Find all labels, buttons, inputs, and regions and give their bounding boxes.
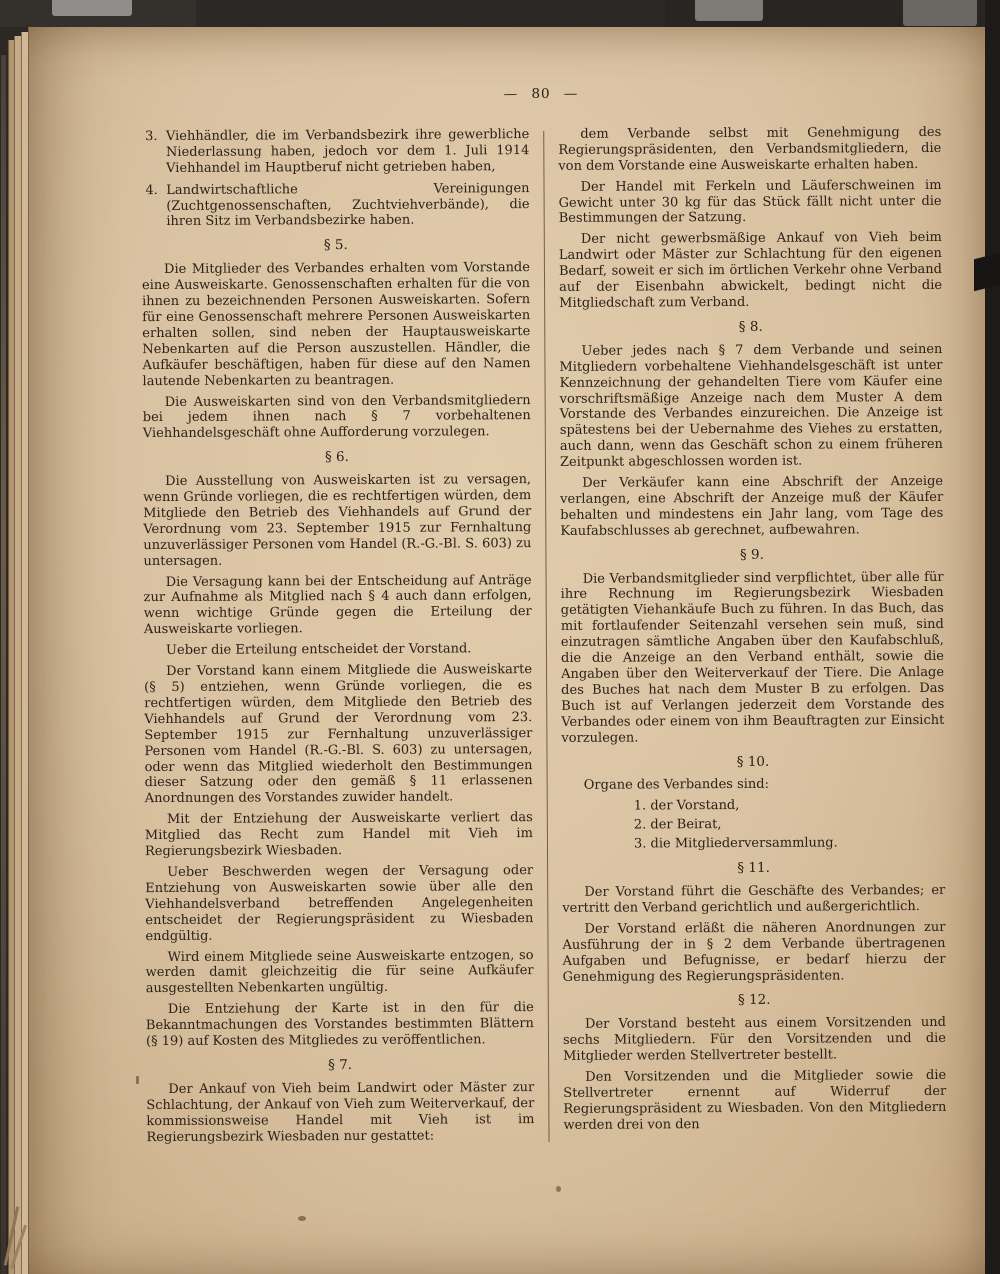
paragraph: Der Vorstand besteht aus einem Vorsitzenden und sechs Mitgliedern. Für den Vorsitzenden und die Mitglieder werden Stellvertreter bestellt. <box>562 1015 947 1065</box>
paper-stain <box>136 1076 139 1084</box>
paragraph: Der Vorstand kann einem Mitgliede die Ausweiskarte (§ 5) entziehen, wenn Gründe vorliegen, die es rechtfertigen würden, dem Mitgliede den Betrieb des Viehhandels auf Grund der Verordnung vom 23. September 1915 zur Fernhaltung unzuverlässiger Personen vom Handel (R.-G.-Bl. S. 603) zu untersagen, oder wenn das Mitglied wiederholt den Bestimmungen dieser Satzung oder den gemäß § 11 erlassenen Anordnungen des Vorstandes zuwider handelt. <box>144 662 533 807</box>
section-heading: § 12. <box>737 992 771 1009</box>
paragraph: Der Vorstand erläßt die näheren Anordnungen zur Ausführung der in § 2 dem Verbande übertragenen Aufgaben und Befugnisse, er bedarf hierzu der Genehmigung des Regierungspräsidenten. <box>562 919 946 985</box>
left-column <box>141 127 534 1151</box>
binding-clip-right-1 <box>695 0 763 21</box>
list-item-number: 3. <box>145 128 158 144</box>
page-number: — 80 — <box>503 85 579 103</box>
list-item <box>141 127 529 177</box>
right-column <box>558 125 946 1149</box>
paragraph: Die Ausstellung von Ausweiskarten ist zu versagen, wenn Gründe vorliegen, die es rechtfertigen würden, dem Mitgliede den Betrieb des Viehhandels auf Grund der Verordnung vom 23. September 1915 zur Fernhaltung unzuverlässiger Personen vom Handel (R.-G.-Bl. S. 603) zu untersagen. <box>143 472 532 569</box>
page-edge-notch <box>974 253 1000 291</box>
list-item <box>141 181 529 231</box>
binding-clip-right-2 <box>903 0 977 26</box>
paragraph: Ueber Beschwerden wegen der Versagung oder Entziehung von Ausweiskarten sowie über alle den Viehhandelsverband betreffenden Angelegenheiten entscheidet der Regierungspräsident zu Wiesbaden endgültig. <box>145 863 534 944</box>
list-item-number: 4. <box>145 182 158 198</box>
section-heading: § 7. <box>328 1056 353 1074</box>
two-column-layout <box>141 125 946 1151</box>
binding-clip-left <box>52 0 132 16</box>
section-heading: § 5. <box>323 237 348 254</box>
paragraph: Ueber jedes nach § 7 dem Verbande und seinen Mitgliedern vorbehaltene Viehhandelsgeschäft ist unter Kennzeichnung der gehandelten Tiere vom Käufer eine vorschriftsmäßige Anzeige nach dem Muster A dem Vorstande des Verbandes einzureichen. Die Anzeige ist spätestens bei der Uebernahme des Viehes zu erstatten, auch dann, wenn das Geschäft schon zu einem früheren Zeitpunkt abgeschlossen worden ist. <box>559 341 943 471</box>
paragraph: Wird einem Mitgliede seine Ausweiskarte entzogen, so werden damit gleichzeitig die für seine Aufkäufer ausgestellten Nebenkarten ungültig. <box>145 947 534 997</box>
paragraph: Die Ausweiskarten sind von den Verbandsmitgliedern bei jedem ihnen nach § 7 vorbehaltenen Viehhandelsgeschäft ohne Aufforderung vorzulegen. <box>142 392 531 442</box>
paragraph: Den Vorsitzenden und die Mitglieder sowie die Stellvertreter ernennt auf Widerruf der Regierungspräsident zu Wiesbaden. Von den Mitgliedern werden drei von den <box>563 1067 947 1133</box>
list-item-text: Viehhändler, die im Verbandsbezirk ihre gewerbliche Niederlassung haben, jedoch vor dem 1. Juli 1914 Viehhandel im Hauptberuf nicht getrieben haben, <box>165 126 530 176</box>
paragraph: Der Vorstand führt die Geschäfte des Verbandes; er vertritt den Verband gerichtlich und außergerichtlich. <box>562 882 946 916</box>
section-heading: § 9. <box>739 546 764 563</box>
paper-stain <box>298 1216 306 1221</box>
paragraph: Ueber die Erteilung entscheidet der Vorstand. <box>166 641 472 659</box>
paragraph: Die Verbandsmitglieder sind verpflichtet, über alle für ihre Rechnung im Regierungsbezirk Wiesbaden getätigten Viehankäufe Buch zu führen. In das Buch, das mit fortlaufender Seitenzahl versehen sein muß, sind einzutragen sämtliche Angaben über den Kaufabschluß, die die Anzeige an den Verband enthält, sowie die Angaben über den Weiterverkauf der Tiere. Die Anlage des Buches hat nach dem Muster B zu erfolgen. Das Buch ist auf Verlangen jederzeit dem Vorstande des Verbandes oder einem von ihm Beauftragten zur Einsicht vorzulegen. <box>560 569 945 746</box>
paragraph: Der nicht gewerbsmäßige Ankauf von Vieh beim Landwirt oder Mäster zur Schlachtung für den eigenen Bedarf, soweit er sich im örtlichen Verkehr ohne Verband auf der Eisenbahn abwickelt, bedingt nicht die Mitgliedschaft zum Verband. <box>558 230 943 311</box>
paragraph: Der Handel mit Ferkeln und Läuferschweinen im Gewicht unter 30 kg für das Stück fällt nicht unter die Bestimmungen der Satzung. <box>558 177 942 227</box>
org-list-item: 1. der Vorstand, <box>633 798 740 814</box>
paragraph: Die Entziehung der Karte ist in den für die Bekanntmachungen des Vorstandes bestimmten Blättern (§ 19) auf Kosten des Mitgliedes zu veröffentlichen. <box>145 1000 534 1050</box>
org-list-item: 2. der Beirat, <box>633 817 722 833</box>
section-heading: § 11. <box>737 859 770 877</box>
section-heading: § 8. <box>738 318 763 335</box>
paragraph: Mit der Entziehung der Ausweiskarte verliert das Mitglied das Recht zum Handel mit Vieh im Regierungsbezirk Wiesbaden. <box>144 810 533 860</box>
page-edge-strip <box>1 55 6 1274</box>
paragraph: Der Ankauf von Vieh beim Landwirt oder Mäster zur Schlachtung, der Ankauf von Vieh zum Weiterverkauf, der kommissionsweise Handel mit Vieh ist im Regierungsbezirk Wiesbaden nur gestattet: <box>146 1079 535 1145</box>
paper-stain <box>556 1186 561 1192</box>
paragraph: Der Verkäufer kann eine Abschrift der Anzeige verlangen, eine Abschrift der Anzeige muß der Käufer behalten und mindestens ein Jahr lang, vom Tage des Kaufabschlusses ab gerechnet, aufbewahren. <box>560 473 944 539</box>
section-heading: § 6. <box>324 449 349 466</box>
paragraph: dem Verbande selbst mit Genehmigung des Regierungspräsidenten, den Verbandsmitgliedern, die von dem Vorstande eine Ausweiskarte erhalten haben. <box>558 124 942 174</box>
section-heading: § 10. <box>736 753 770 770</box>
org-list-item: 3. die Mitgliederversammlung. <box>633 835 838 852</box>
printed-content <box>141 85 947 1151</box>
paragraph: Organe des Verbandes sind: <box>583 777 770 794</box>
paragraph: Die Versagung kann bei der Entscheidung auf Anträge zur Aufnahme als Mitglied nach § 4 auch dann erfolgen, wenn wichtige Gründe gegen die Erteilung der Ausweiskarte vorliegen. <box>143 572 532 638</box>
book-edge-right <box>985 0 1000 1274</box>
column-divider-rule <box>543 131 549 1143</box>
scanned-page <box>28 27 985 1274</box>
paragraph: Die Mitglieder des Verbandes erhalten vom Vorstande eine Ausweiskarte. Genossenschaften erhalten für die von ihnen zu bezeichnenden Personen Ausweiskarten. Sofern für eine Genossenschaft mehrere Personen Ausweiskarten erhalten sollen, sind neben der Hauptausweiskarte Nebenkarten auf die Person auszustellen. Händler, die Aufkäufer beschäftigen, haben für diese auf den Namen lautende Nebenkarten zu beantragen. <box>141 260 531 389</box>
list-item-text: Landwirtschaftliche Vereinigungen (Zuchtgenossenschaften, Zuchtviehverbände), die ihren Sitz im Verbandsbezirke haben. <box>166 180 530 230</box>
